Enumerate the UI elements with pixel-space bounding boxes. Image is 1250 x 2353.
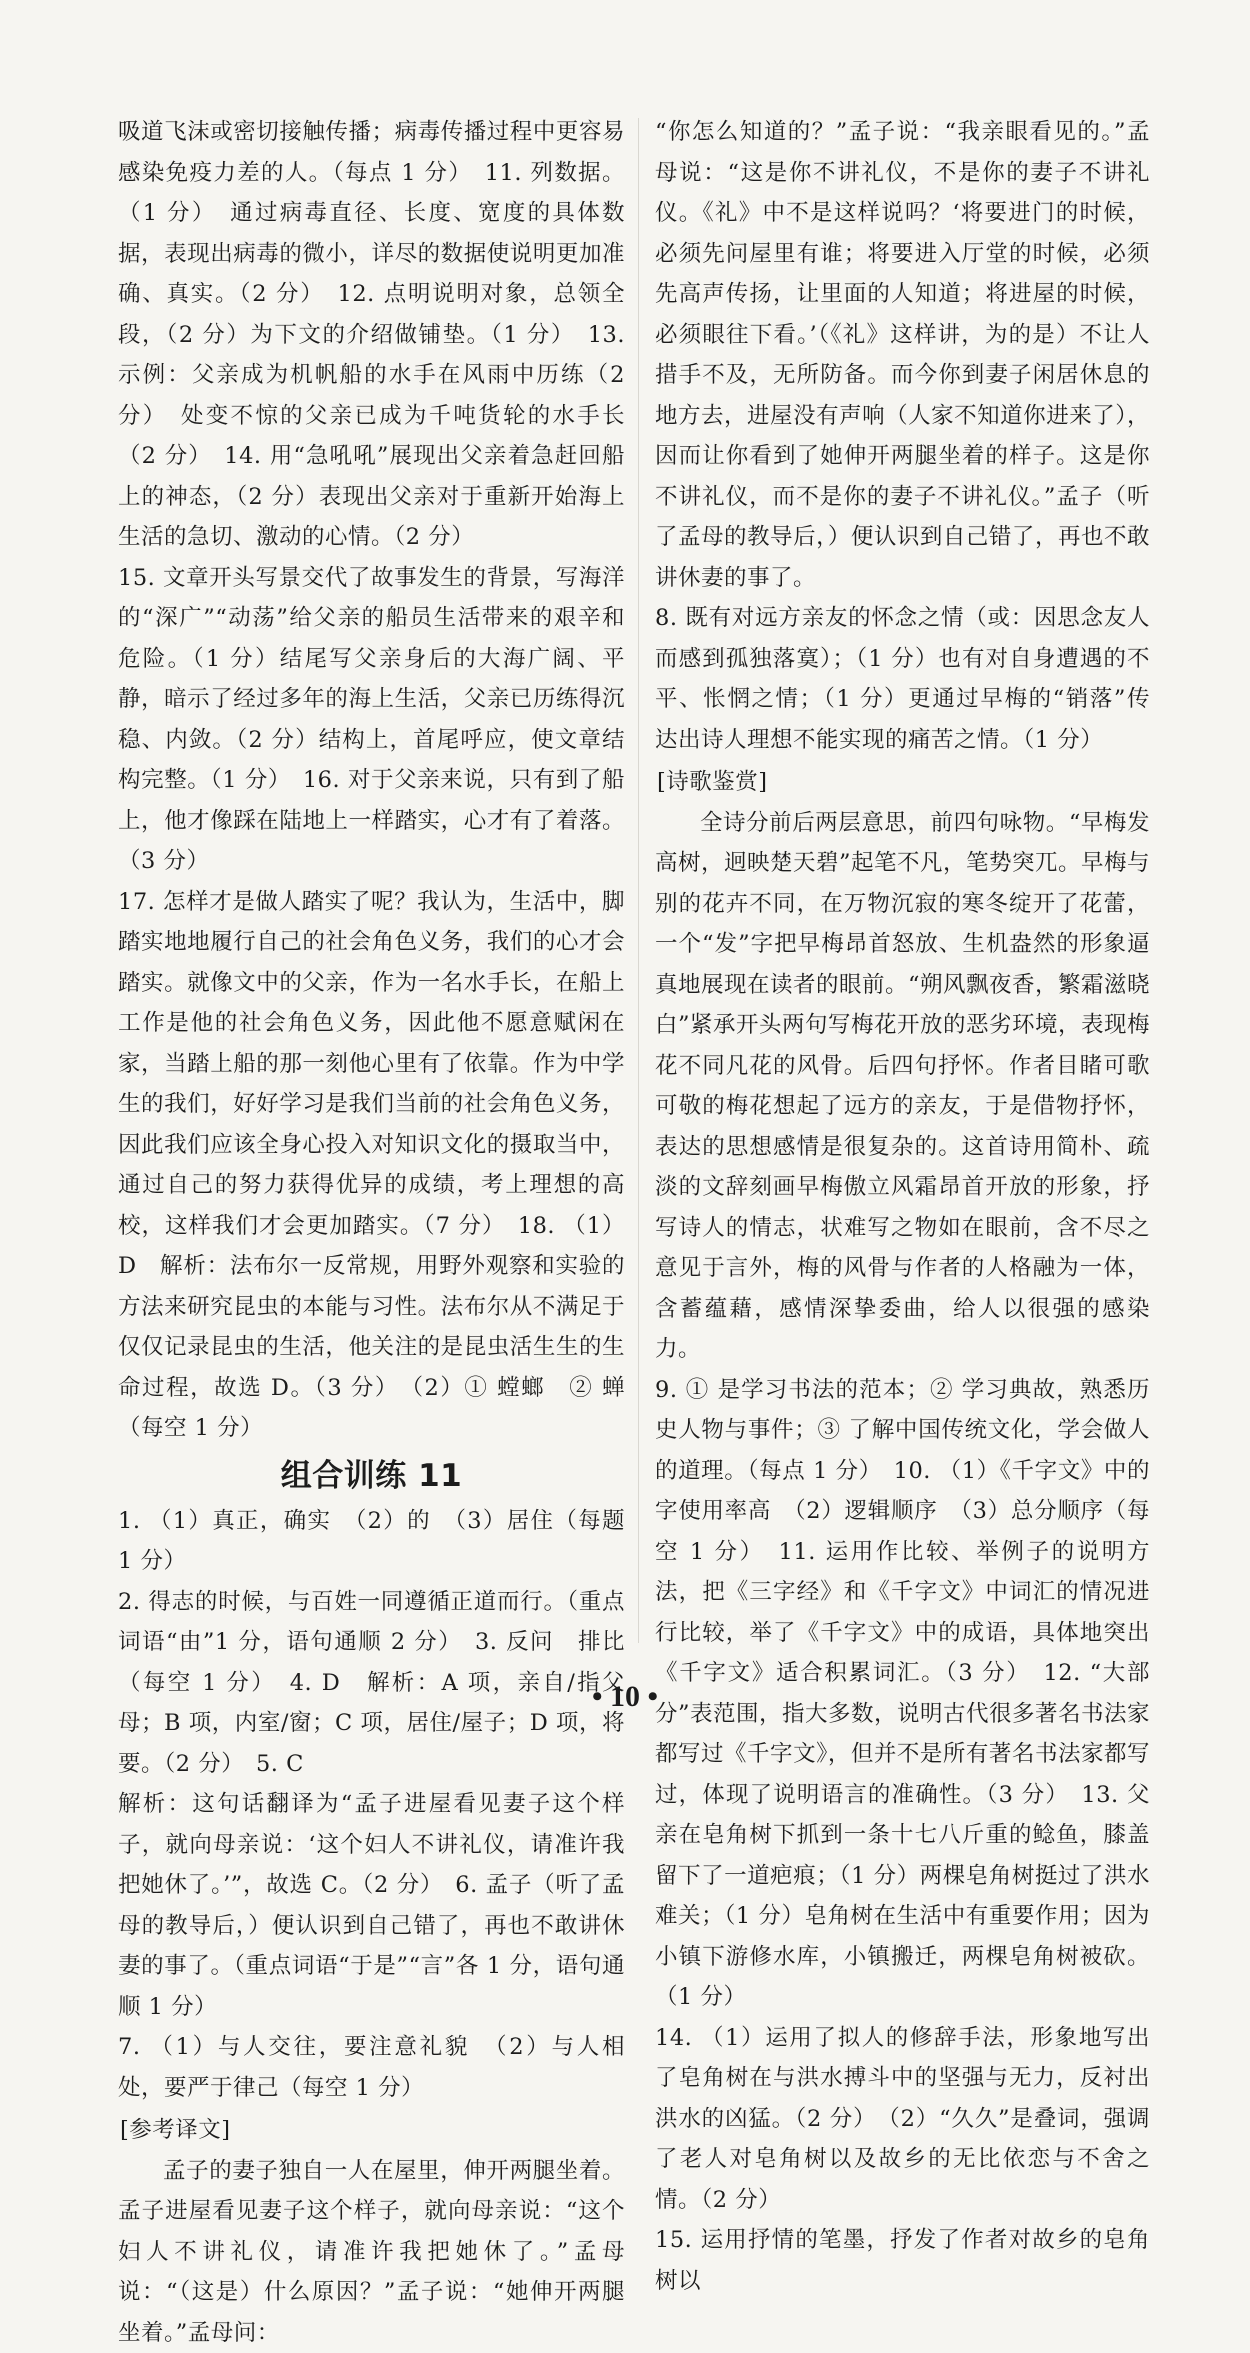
poem-appreciation-tag: [诗歌鉴赏] <box>657 762 1150 803</box>
right-paragraph-1: “你怎么知道的？”孟子说：“我亲眼看见的。”孟母说：“这是你不讲礼仪，不是你的妻子不讲礼仪。《礼》中不是这样说吗？‘将要进门的时候，必须先问屋里有谁；将要进入厅堂的时候，必须先高声传扬，让里面的人知道；将进屋的时候，必须眼往下看。’（《礼》这样讲，为的是）不让人措手不及，无所防备。而今你到妻子闲居休息的地方去，进屋没有声响（人家不知道你进来了），因而让你看到了她伸开两腿坐着的样子。这是你不讲礼仪，而不是你的妻子不讲礼仪。”孟子（听了孟母的教导后，）便认识到自己错了，再也不敢讲休妻的事了。 <box>655 112 1150 598</box>
right-paragraph-6: 15. 运用抒情的笔墨，抒发了作者对故乡的皂角树以 <box>655 2220 1150 2301</box>
right-paragraph-4: 9. ① 是学习书法的范本；② 学习典故，熟悉历史人物与事件；③ 了解中国传统文化，学会做人的道理。（每点 1 分） 10. （1）《千字文》中的字使用率高 （2）逻辑顺序 （3）总分顺序（每空 1 分） 11. 运用作比较、举例子的说明方法，把《三字经》和《千字文》中词汇的情况进行比较，举了《千字文》中的成语，具体地突出《千字文》适合积累词汇。（3 分） 12. “大部分”表范围，指大多数，说明古代很多著名书法家都写过《千字文》，但并不是所有著名书法家都写过，体现了说明语言的准确性。（3 分） 13. 父亲在皂角树下抓到一条十七八斤重的鲶鱼，膝盖留下了一道疤痕；（1 分）两棵皂角树挺过了洪水难关；（1 分）皂角树在生活中有重要作用；因为小镇下游修水库，小镇搬迁，两棵皂角树被砍。（1 分） <box>655 1370 1150 2018</box>
left-paragraph-4: 1. （1）真正，确实 （2）的 （3）居住（每题 1 分） <box>118 1501 625 1582</box>
right-paragraph-2: 8. 既有对远方亲友的怀念之情（或：因思念友人而感到孤独落寞）；（1 分）也有对自身遭遇的不平、怅惘之情；（1 分）更通过早梅的“销落”传达出诗人理想不能实现的痛苦之情。（1 分） <box>655 598 1150 760</box>
right-paragraph-5: 14. （1）运用了拟人的修辞手法，形象地写出了皂角树在与洪水搏斗中的坚强与无力，反衬出洪水的凶猛。（2 分） （2）“久久”是叠词，强调了老人对皂角树以及故乡的无比依恋与不舍之情。（2 分） <box>655 2018 1150 2221</box>
translation-tag: [参考译文] <box>120 2110 625 2151</box>
left-paragraph-7: 7. （1）与人交往，要注意礼貌 （2）与人相处，要严于律己（每空 1 分） <box>118 2027 625 2108</box>
right-column <box>655 112 1150 2301</box>
left-paragraph-3: 17. 怎样才是做人踏实了呢？我认为，生活中，脚踏实地地履行自己的社会角色义务，我们的心才会踏实。就像文中的父亲，作为一名水手长，在船上工作是他的社会角色义务，因此他不愿意赋闲在家，当踏上船的那一刻他心里有了依靠。作为中学生的我们，好好学习是我们当前的社会角色义务，因此我们应该全身心投入对知识文化的摄取当中，通过自己的努力获得优异的成绩，考上理想的高校，这样我们才会更加踏实。（7 分） 18. （1）D 解析：法布尔一反常规，用野外观察和实验的方法来研究昆虫的本能与习性。法布尔从不满足于仅仅记录昆虫的生活，他关注的是昆虫活生生的生命过程，故选 D。（3 分） （2）① 螳螂 ② 蝉（每空 1 分） <box>118 882 625 1449</box>
left-column <box>118 112 625 2353</box>
section-heading: 组合训练 11 <box>118 1453 625 1499</box>
right-paragraph-3: 全诗分前后两层意思，前四句咏物。“早梅发高树，迥映楚天碧”起笔不凡，笔势突兀。早梅与别的花卉不同，在万物沉寂的寒冬绽开了花蕾，一个“发”字把早梅昂首怒放、生机盎然的形象逼真地展现在读者的眼前。“朔风飘夜香，繁霜滋晓白”紧承开头两句写梅花开放的恶劣环境，表现梅花不同凡花的风骨。后四句抒怀。作者目睹可歌可敬的梅花想起了远方的亲友，于是借物抒怀，表达的思想感情是很复杂的。这首诗用简朴、疏淡的文辞刻画早梅傲立风霜昂首开放的形象，抒写诗人的情志，状难写之物如在眼前，含不尽之意见于言外，梅的风骨与作者的人格融为一体，含蓄蕴藉，感情深挚委曲，给人以很强的感染力。 <box>655 803 1150 1370</box>
column-divider <box>638 118 639 1643</box>
left-paragraph-2: 15. 文章开头写景交代了故事发生的背景，写海洋的“深广”“动荡”给父亲的船员生活带来的艰辛和危险。（1 分）结尾写父亲身后的大海广阔、平静，暗示了经过多年的海上生活，父亲已历练得沉稳、内敛。（2 分）结构上，首尾呼应，使文章结构完整。（1 分） 16. 对于父亲来说，只有到了船上，他才像踩在陆地上一样踏实，心才有了着落。（3 分） <box>118 558 625 882</box>
page-number: • 10 • <box>0 1680 1250 1714</box>
left-paragraph-5: 2. 得志的时候，与百姓一同遵循正道而行。（重点词语“由”1 分，语句通顺 2 分） 3. 反问 排比（每空 1 分） 4. D 解析：A 项，亲自/指父母；B 项，内室/窗；C 项，居住/屋子；D 项，将要。（2 分） 5. C <box>118 1582 625 1785</box>
left-paragraph-8: 孟子的妻子独自一人在屋里，伸开两腿坐着。孟子进屋看见妻子这个样子，就向母亲说：“这个妇人不讲礼仪，请准许我把她休了。”孟母说：“（这是）什么原因？”孟子说：“她伸开两腿坐着。”孟母问： <box>118 2151 625 2353</box>
left-paragraph-6: 解析：这句话翻译为“孟子进屋看见妻子这个样子，就向母亲说：‘这个妇人不讲礼仪，请准许我把她休了。’”，故选 C。（2 分） 6. 孟子（听了孟母的教导后，）便认识到自己错了，再也不敢讲休妻的事了。（重点词语“于是”“言”各 1 分，语句通顺 1 分） <box>118 1784 625 2027</box>
left-paragraph-1: 吸道飞沫或密切接触传播；病毒传播过程中更容易感染免疫力差的人。（每点 1 分） 11. 列数据。（1 分） 通过病毒直径、长度、宽度的具体数据，表现出病毒的微小，详尽的数据使说明更加准确、真实。（2 分） 12. 点明说明对象，总领全段，（2 分）为下文的介绍做铺垫。（1 分） 13. 示例：父亲成为机帆船的水手在风雨中历练（2 分） 处变不惊的父亲已成为千吨货轮的水手长（2 分） 14. 用“急吼吼”展现出父亲着急赶回船上的神态，（2 分）表现出父亲对于重新开始海上生活的急切、激动的心情。（2 分） <box>118 112 625 558</box>
